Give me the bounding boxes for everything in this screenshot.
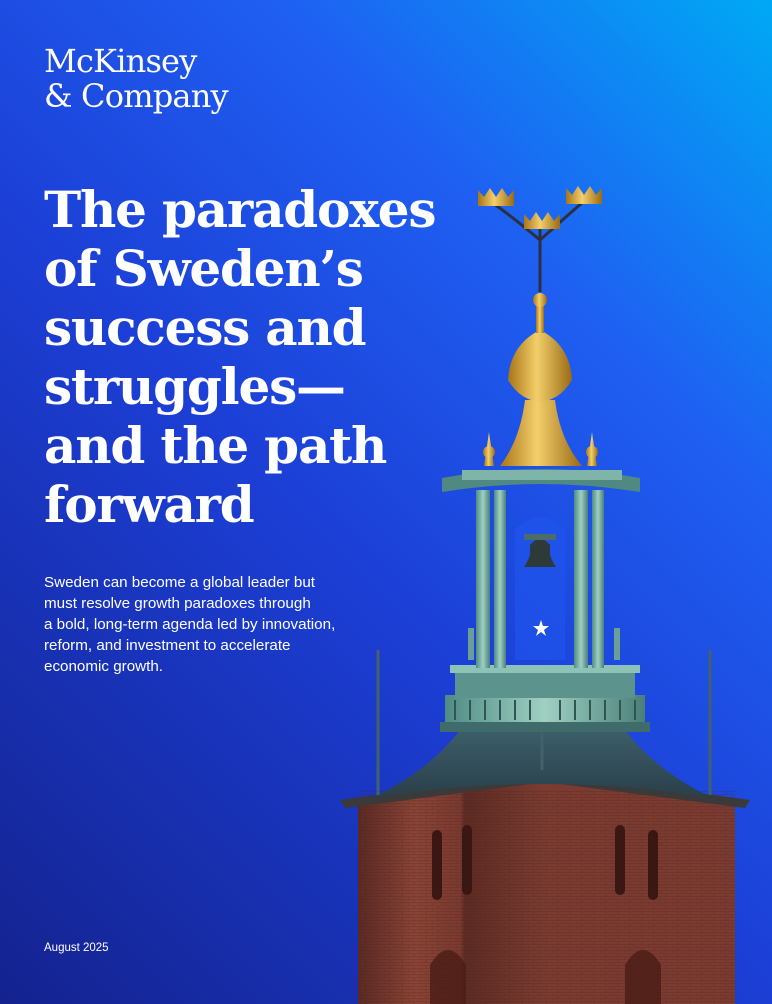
title-line: success and [44,298,366,357]
logo-line-1: McKinsey [44,42,197,80]
title-line: struggles— [44,357,345,416]
title-line: and the path [44,416,387,475]
city-hall-tower-icon [330,170,760,1004]
subtitle-line: Sweden can become a global leader but [44,574,316,591]
logo-line-2: & Company [44,77,228,115]
report-subtitle [44,572,374,677]
subtitle-line: reform, and investment to accelerate [44,637,291,654]
mckinsey-logo [44,44,228,114]
title-line: of Sweden’s [44,239,363,298]
subtitle-line: a bold, long-term agenda led by innovation, [44,616,336,633]
title-line: The paradoxes [44,180,436,239]
subtitle-line: must resolve growth paradoxes through [44,595,311,612]
title-line: forward [44,475,254,534]
publication-date: August 2025 [44,942,109,954]
subtitle-line: economic growth. [44,658,164,675]
